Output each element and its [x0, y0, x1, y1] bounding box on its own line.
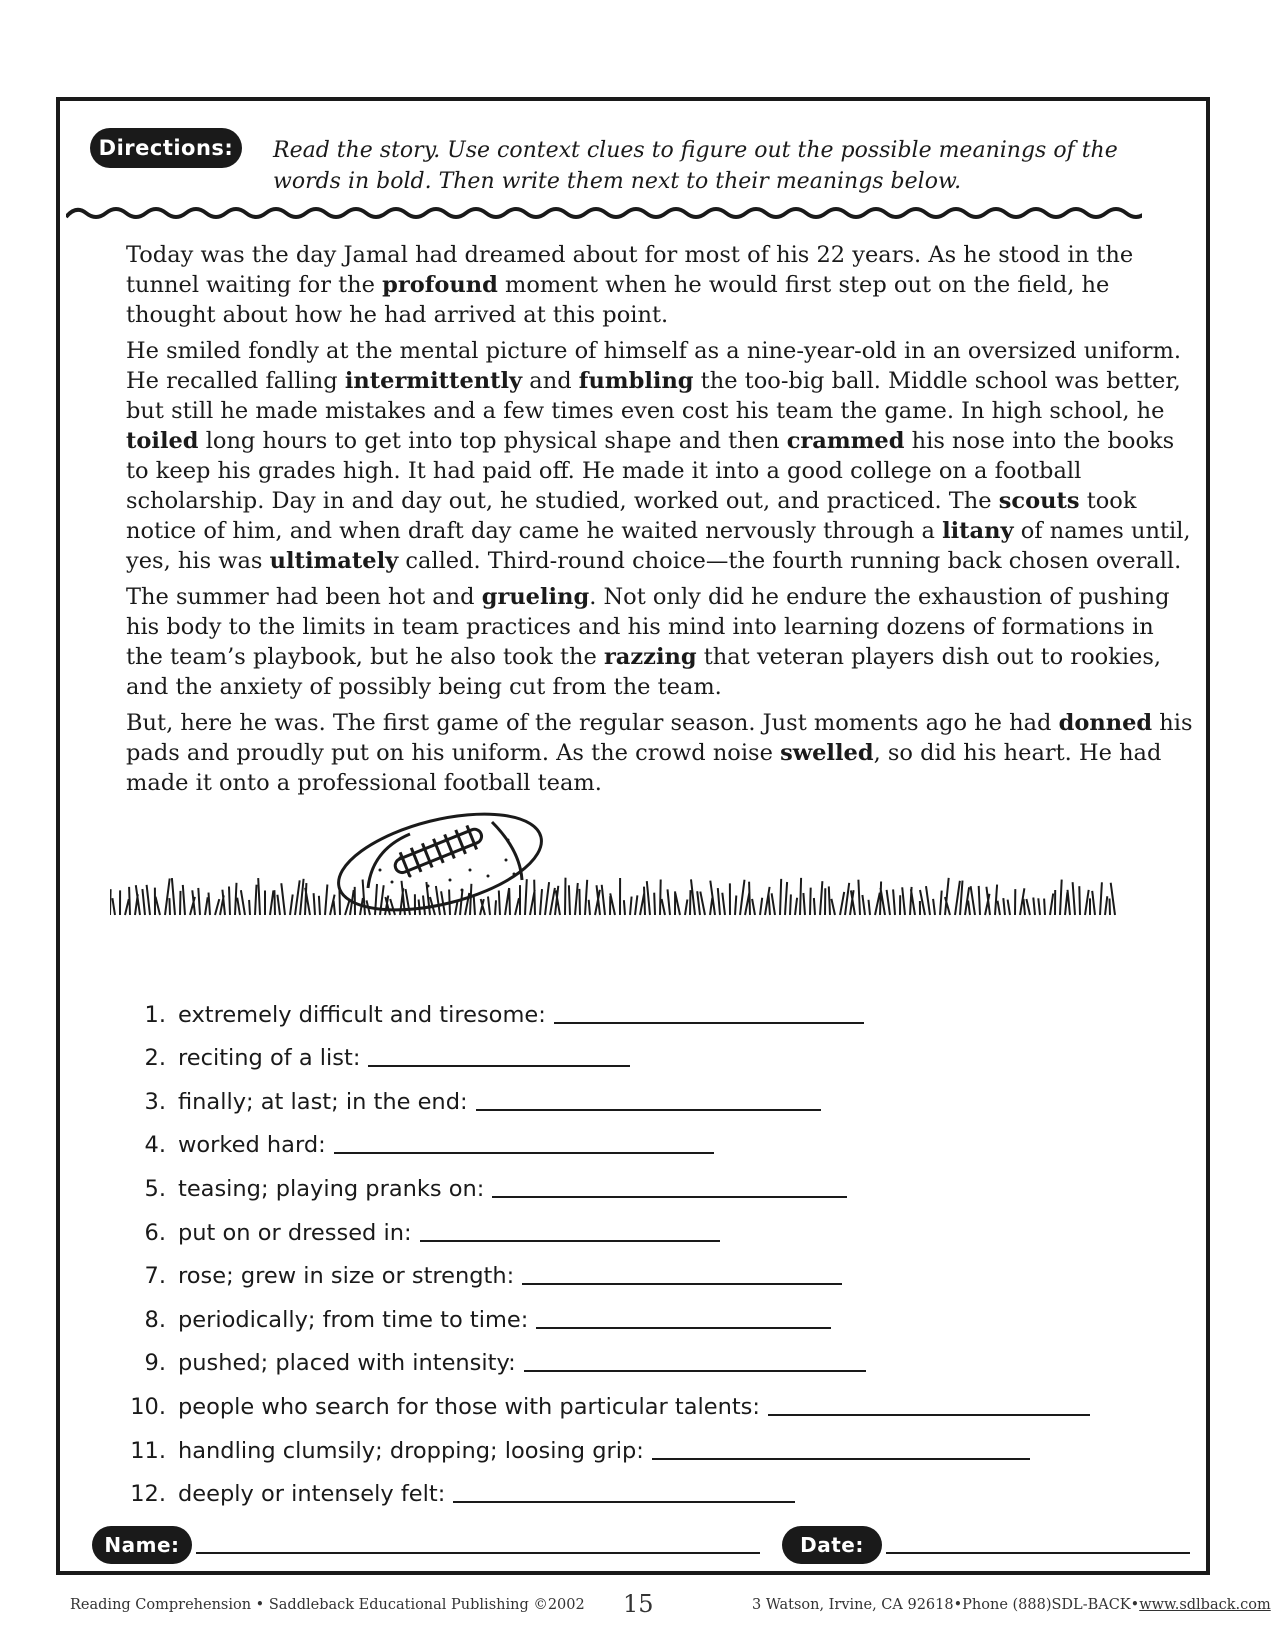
story-paragraph: [126, 240, 1196, 330]
list-item: [118, 1158, 1188, 1202]
list-item: [118, 1202, 1188, 1246]
story-text: . Not only did he endure the exhaustion of pushing his body to the limits in team practices and his mind into learning dozens of formations in the team’s playbook, but he also took the: [126, 584, 1170, 670]
item-definition: pushed; placed with intensity:: [178, 1350, 516, 1377]
story-text: called. Third-round choice—the fourth running back chosen overall.: [398, 548, 1182, 574]
item-definition: reciting of a list:: [178, 1045, 361, 1072]
story-text: But, here he was. The first game of the regular season. Just moments ago he had: [126, 710, 1059, 736]
vocabulary-word: profound: [382, 272, 498, 298]
vocabulary-word: scouts: [998, 488, 1080, 514]
item-number: 2.: [144, 1045, 166, 1072]
football-grass-illustration: [110, 810, 1130, 930]
item-definition: finally; at last; in the end:: [178, 1088, 468, 1115]
directions-label: Directions:: [90, 128, 242, 168]
vocabulary-word: crammed: [786, 428, 905, 454]
item-definition: put on or dressed in:: [178, 1219, 412, 1246]
item-number: 5.: [144, 1175, 166, 1202]
footer-address: 3 Watson, Irvine, CA 92618•Phone (888)SDL-BACK•: [752, 1597, 1140, 1613]
answer-blank[interactable]: [476, 1109, 821, 1111]
answer-blank[interactable]: [492, 1196, 847, 1198]
list-item: [118, 1420, 1188, 1464]
name-field[interactable]: [196, 1552, 760, 1554]
item-definition: teasing; playing pranks on:: [178, 1175, 485, 1202]
answer-blank[interactable]: [420, 1240, 720, 1242]
wavy-divider-icon: [66, 203, 1142, 225]
answer-blank[interactable]: [536, 1327, 831, 1329]
story-text: of names until, yes, his was: [126, 518, 1191, 574]
answer-blank[interactable]: [522, 1283, 842, 1285]
item-definition: periodically; from time to time:: [178, 1306, 529, 1333]
item-number: 12.: [130, 1481, 166, 1508]
item-number: 4.: [144, 1132, 166, 1159]
footer-publisher: Reading Comprehension • Saddleback Educational Publishing ©2002: [70, 1597, 585, 1613]
story-text: his nose into the books to keep his grades high. It had paid off. He made it into a good college on a football scholarship. Day in and day out, he studied, worked out, and practiced. The: [126, 428, 1175, 514]
list-item: [118, 1376, 1188, 1420]
item-number: 3.: [144, 1088, 166, 1115]
list-item: [118, 1071, 1188, 1115]
footer-website-link[interactable]: www.sdlback.com: [1139, 1597, 1271, 1613]
story-text: Today was the day Jamal had dreamed about for most of his 22 years. As he stood in the tunnel waiting for the: [126, 242, 1134, 298]
grass-icon: [110, 878, 1115, 915]
vocabulary-word: swelled: [780, 740, 874, 766]
list-item: [118, 1464, 1188, 1508]
answer-blank[interactable]: [652, 1458, 1030, 1460]
item-number: 9.: [144, 1350, 166, 1377]
story-text: , so did his heart. He had made it onto a professional football team.: [126, 740, 1162, 796]
date-field[interactable]: [886, 1552, 1190, 1554]
answer-blank[interactable]: [524, 1370, 866, 1372]
item-number: 11.: [130, 1437, 166, 1464]
vocabulary-word: intermittently: [344, 368, 523, 394]
answer-blank[interactable]: [368, 1065, 630, 1067]
name-label: Name:: [92, 1526, 192, 1564]
story-text: and: [522, 368, 579, 394]
list-item: [118, 1333, 1188, 1377]
story-text: took notice of him, and when draft day came he waited nervously through a: [126, 488, 1137, 544]
list-item: [118, 1246, 1188, 1290]
vocabulary-word: fumbling: [578, 368, 694, 394]
story-text: that veteran players dish out to rookies, and the anxiety of possibly being cut from the team.: [126, 644, 1162, 700]
vocabulary-word: litany: [942, 518, 1014, 544]
item-definition: rose; grew in size or strength:: [178, 1263, 515, 1290]
item-number: 7.: [144, 1263, 166, 1290]
answer-blank[interactable]: [334, 1152, 714, 1154]
answer-blank[interactable]: [768, 1414, 1090, 1416]
item-number: 8.: [144, 1306, 166, 1333]
date-label: Date:: [782, 1526, 882, 1564]
answer-blank[interactable]: [453, 1501, 795, 1503]
story-text: long hours to get into top physical shape and then: [198, 428, 787, 454]
item-number: 1.: [144, 1001, 166, 1028]
item-definition: deeply or intensely felt:: [178, 1481, 446, 1508]
story-paragraph: [126, 582, 1196, 702]
vocabulary-word: razzing: [603, 644, 697, 670]
item-number: 6.: [144, 1219, 166, 1246]
directions-text: Read the story. Use context clues to figure out the possible meanings of the words in bold. Then write them next to their meanings below.: [273, 138, 1118, 194]
story-text: his pads and proudly put on his uniform. As the crowd noise: [126, 710, 1193, 766]
story-text: He smiled fondly at the mental picture of himself as a nine-year-old in an oversized uniform. He recalled falling: [126, 338, 1182, 394]
vocabulary-word: donned: [1058, 710, 1153, 736]
item-definition: extremely difficult and tiresome:: [178, 1001, 546, 1028]
item-definition: handling clumsily; dropping; loosing grip:: [178, 1437, 644, 1464]
item-definition: people who search for those with particular talents:: [178, 1393, 760, 1420]
answer-blank[interactable]: [554, 1022, 864, 1024]
story-text: moment when he would first step out on the field, he thought about how he had arrived at this point.: [126, 272, 1110, 328]
vocabulary-word: toiled: [126, 428, 199, 454]
vocabulary-word: ultimately: [269, 548, 399, 574]
list-item: [118, 984, 1188, 1028]
list-item: [118, 1028, 1188, 1072]
story-paragraph: [126, 708, 1196, 798]
vocabulary-list: [118, 984, 1188, 1507]
list-item: [118, 1115, 1188, 1159]
page-number: 15: [623, 1590, 654, 1618]
story-text: the too-big ball. Middle school was better, but still he made mistakes and a few times even cost his team the game. In high school, he: [126, 368, 1181, 424]
list-item: [118, 1289, 1188, 1333]
footer-contact: [752, 1597, 1271, 1613]
item-definition: worked hard:: [178, 1132, 326, 1159]
story-text: The summer had been hot and: [126, 584, 482, 610]
item-number: 10.: [130, 1393, 166, 1420]
story-paragraph: [126, 336, 1196, 576]
vocabulary-word: grueling: [481, 584, 590, 610]
story: [126, 240, 1196, 804]
